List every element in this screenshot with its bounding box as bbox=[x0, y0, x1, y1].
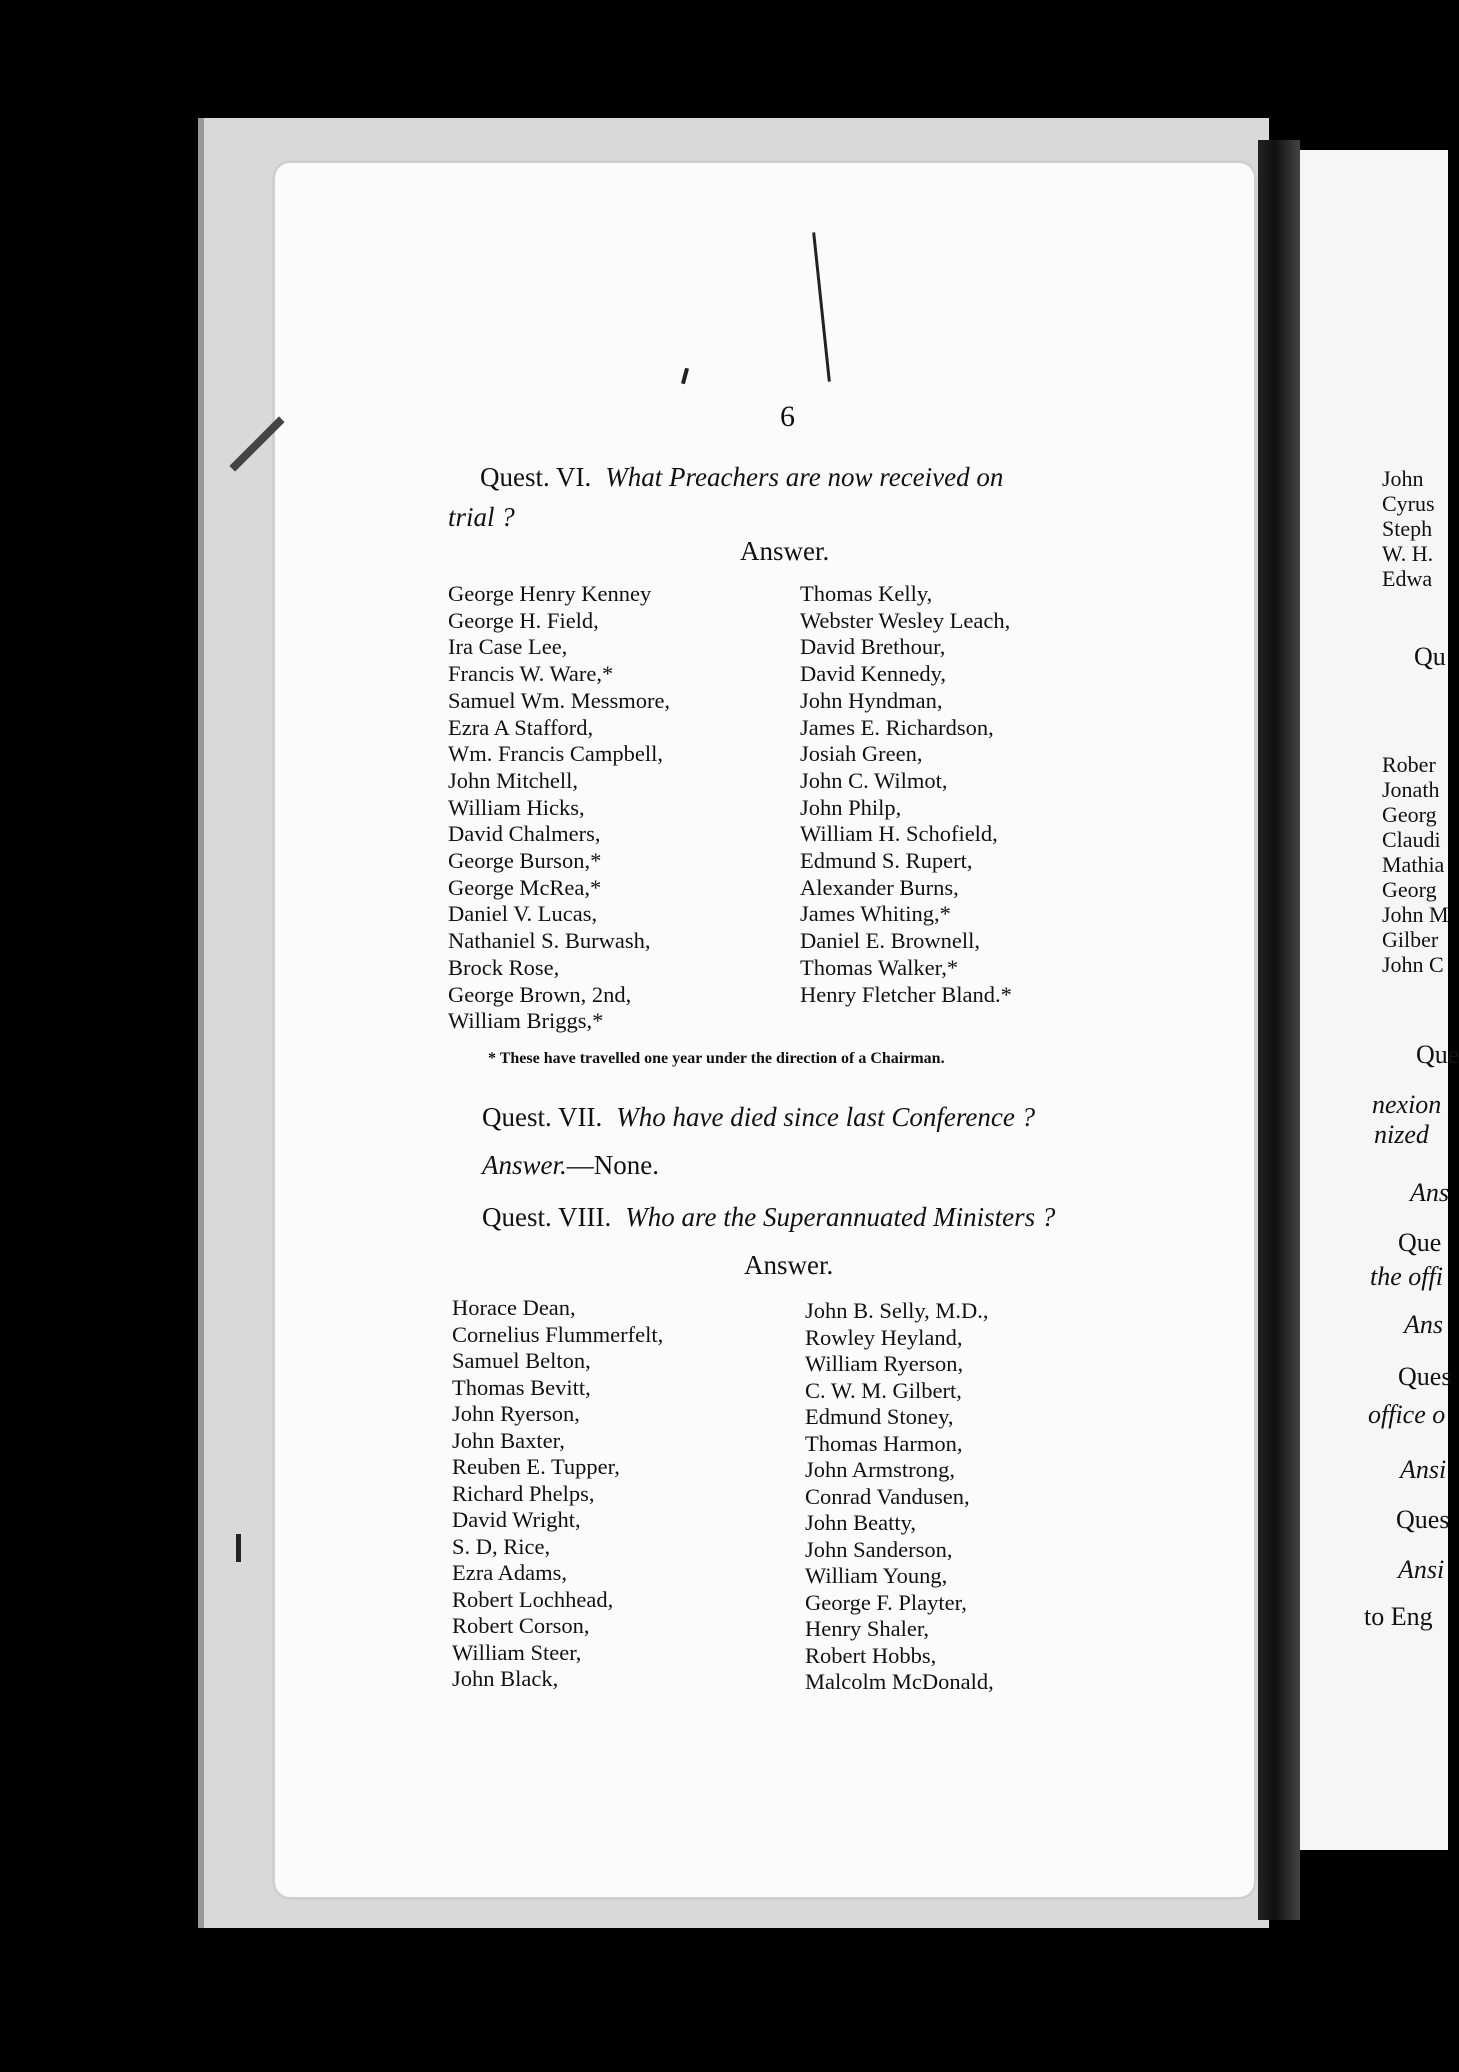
question-label: Quest. VI. bbox=[480, 462, 592, 492]
list-item: Nathaniel S. Burwash, bbox=[448, 928, 651, 954]
list-item: William H. Schofield, bbox=[800, 821, 998, 847]
list-item: Gilber bbox=[1382, 927, 1439, 952]
list-item: Cornelius Flummerfelt, bbox=[452, 1321, 664, 1347]
list-item: James Whiting,* bbox=[800, 901, 951, 927]
list-item: Rober bbox=[1382, 752, 1436, 777]
list-item: Edwa bbox=[1382, 566, 1433, 591]
list-item: Ezra Adams, bbox=[452, 1560, 567, 1585]
list-item: George Burson,* bbox=[448, 848, 602, 874]
list-item: Mathia bbox=[1382, 852, 1445, 877]
list-item: Wm. Francis Campbell, bbox=[448, 741, 663, 767]
question-label: Quest. VIII. bbox=[482, 1202, 612, 1232]
list-item: John C bbox=[1382, 952, 1444, 977]
list-item: William Ryerson, bbox=[805, 1351, 964, 1376]
list-item: Edmund S. Rupert, bbox=[800, 848, 973, 874]
list-item: John Philp, bbox=[800, 794, 902, 820]
list-item: Thomas Bevitt, bbox=[452, 1374, 591, 1400]
question-viii bbox=[482, 1202, 1055, 1233]
page bbox=[272, 160, 1257, 1900]
list-item: Claudi bbox=[1382, 827, 1441, 852]
next-page-edge bbox=[1300, 150, 1448, 1850]
question-vii bbox=[482, 1102, 1035, 1133]
list-item: C. W. M. Gilbert, bbox=[805, 1377, 962, 1403]
next-page-fragment: Ansi bbox=[1398, 1555, 1445, 1584]
next-page-fragment: the offi bbox=[1370, 1262, 1443, 1291]
list-item: Robert Corson, bbox=[452, 1613, 590, 1638]
list-item: Daniel V. Lucas, bbox=[448, 901, 598, 927]
list-item: Robert Hobbs, bbox=[805, 1642, 937, 1668]
answer-heading: Answer. bbox=[744, 1250, 834, 1280]
list-item: John Hyndman, bbox=[800, 687, 943, 713]
list-item: David Chalmers, bbox=[448, 821, 601, 847]
name-list-left bbox=[452, 1295, 663, 1693]
list-item: Jonath bbox=[1382, 777, 1440, 802]
list-item: William Young, bbox=[805, 1563, 948, 1588]
list-item: Thomas Harmon, bbox=[805, 1430, 963, 1456]
list-item: Conrad Vandusen, bbox=[805, 1483, 970, 1509]
list-item: James E. Richardson, bbox=[800, 714, 994, 740]
list-item: William Hicks, bbox=[448, 794, 585, 820]
ink-speck bbox=[236, 1534, 241, 1562]
list-item: Daniel E. Brownell, bbox=[800, 928, 980, 954]
page-number: 6 bbox=[780, 400, 795, 433]
list-item: William Briggs,* bbox=[448, 1008, 604, 1034]
list-item: Brock Rose, bbox=[448, 954, 560, 980]
list-item: William Steer, bbox=[452, 1639, 582, 1665]
list-item: Edmund Stoney, bbox=[805, 1404, 954, 1429]
list-item: George H. Field, bbox=[448, 607, 599, 633]
question-vi bbox=[480, 462, 1003, 493]
footnote: * These have travelled one year under the direction of a Chairman. bbox=[488, 1050, 945, 1067]
question-text: Who are the Superannuated Ministers ? bbox=[625, 1202, 1056, 1232]
list-item: David Brethour, bbox=[800, 634, 946, 660]
list-item: Josiah Green, bbox=[800, 741, 923, 767]
next-page-fragment: Que bbox=[1416, 1040, 1459, 1069]
list-item: Reuben E. Tupper, bbox=[452, 1454, 620, 1479]
list-item: Cyrus bbox=[1382, 491, 1435, 516]
question-text: Who have died since last Conference ? bbox=[616, 1102, 1036, 1132]
list-item: George F. Playter, bbox=[805, 1589, 967, 1615]
name-list-right bbox=[805, 1298, 994, 1696]
list-item: Richard Phelps, bbox=[452, 1480, 595, 1506]
next-page-fragment: Ansi bbox=[1400, 1455, 1447, 1484]
list-item: S. D, Rice, bbox=[452, 1533, 551, 1559]
list-item: Samuel Wm. Messmore, bbox=[448, 687, 671, 713]
list-item: George Henry Kenney bbox=[448, 581, 652, 606]
list-item: John Sanderson, bbox=[805, 1536, 953, 1562]
list-item: Georg bbox=[1382, 802, 1437, 827]
answer-label: Answer. bbox=[482, 1150, 567, 1180]
list-item: Horace Dean, bbox=[452, 1295, 576, 1320]
list-item: John Ryerson, bbox=[452, 1401, 580, 1426]
answer-text: —None. bbox=[566, 1150, 659, 1180]
list-item: Thomas Walker,* bbox=[800, 954, 959, 980]
question-label: Quest. VII. bbox=[482, 1102, 603, 1132]
answer-heading: Answer. bbox=[740, 536, 830, 566]
list-item: David Kennedy, bbox=[800, 661, 946, 687]
list-item: Alexander Burns, bbox=[800, 874, 959, 900]
name-list-left bbox=[448, 581, 670, 1035]
list-item: Webster Wesley Leach, bbox=[800, 607, 1011, 633]
list-item: John Black, bbox=[452, 1666, 559, 1691]
next-page-fragment: office o bbox=[1368, 1400, 1446, 1429]
next-page-fragment: nized bbox=[1374, 1120, 1429, 1149]
list-item: John Beatty, bbox=[805, 1510, 917, 1535]
list-item: Henry Fletcher Bland.* bbox=[800, 981, 1012, 1007]
list-item: Malcolm McDonald, bbox=[805, 1669, 994, 1694]
list-item: John Baxter, bbox=[452, 1427, 565, 1453]
list-item: Samuel Belton, bbox=[452, 1348, 591, 1373]
next-page-names-top bbox=[1382, 466, 1435, 591]
list-item: John Armstrong, bbox=[805, 1457, 956, 1482]
list-item: John M bbox=[1382, 902, 1449, 927]
list-item: John B. Selly, M.D., bbox=[805, 1298, 989, 1323]
next-page-fragment: nexion bbox=[1372, 1090, 1442, 1119]
next-page-fragment: Ans bbox=[1410, 1178, 1449, 1207]
name-list-right bbox=[800, 581, 1012, 1008]
list-item: Robert Lochhead, bbox=[452, 1586, 614, 1612]
next-page-fragment: Que bbox=[1398, 1228, 1442, 1257]
answer-none bbox=[482, 1150, 659, 1181]
list-item: Rowley Heyland, bbox=[805, 1324, 963, 1350]
list-item: Francis W. Ware,* bbox=[448, 661, 614, 687]
list-item: Thomas Kelly, bbox=[800, 581, 933, 606]
list-item: George Brown, 2nd, bbox=[448, 981, 632, 1007]
question-vi-continued bbox=[448, 502, 515, 533]
list-item: Ira Case Lee, bbox=[448, 634, 568, 660]
question-text: What Preachers are now received on bbox=[605, 462, 1004, 492]
next-page-names-mid bbox=[1382, 752, 1449, 977]
list-item: David Wright, bbox=[452, 1507, 581, 1532]
next-page-fragment: Ques bbox=[1396, 1505, 1450, 1534]
list-item: John C. Wilmot, bbox=[800, 767, 948, 793]
list-item: John Mitchell, bbox=[448, 767, 578, 793]
list-item: Ezra A Stafford, bbox=[448, 714, 594, 740]
next-page-fragment: Ans bbox=[1404, 1310, 1443, 1339]
next-page-fragment: Ques bbox=[1398, 1362, 1452, 1391]
list-item: Henry Shaler, bbox=[805, 1616, 930, 1641]
book-gutter bbox=[1258, 140, 1300, 1920]
list-item: George McRea,* bbox=[448, 874, 602, 900]
question-text-continued: trial ? bbox=[448, 502, 515, 532]
next-page-fragment: to Eng bbox=[1364, 1602, 1433, 1631]
list-item: Steph bbox=[1382, 516, 1433, 541]
list-item: Georg bbox=[1382, 877, 1437, 902]
next-page-fragment: Qu bbox=[1414, 642, 1446, 671]
list-item: W. H. bbox=[1382, 541, 1434, 566]
list-item: John bbox=[1382, 466, 1424, 491]
